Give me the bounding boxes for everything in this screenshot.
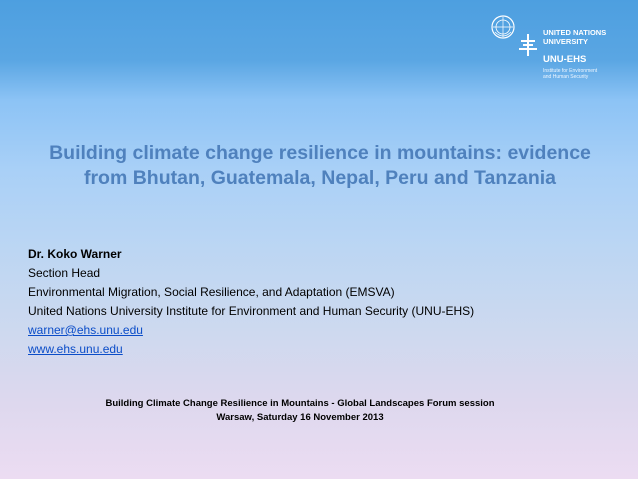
footer-session: Building Climate Change Resilience in Mountains - Global Landscapes Forum session — [105, 398, 495, 409]
author-section: Environmental Migration, Social Resilience, and Adaptation (EMSVA) — [28, 285, 395, 299]
logo-institute-short: UNU-EHS — [543, 54, 587, 65]
author-name: Dr. Koko Warner — [28, 247, 122, 261]
unu-ehs-logo — [490, 12, 630, 102]
author-role: Section Head — [28, 266, 101, 280]
author-institute: United Nations University Institute for Environment and Human Security (UNU-EHS) — [28, 304, 475, 318]
slide-title — [14, 141, 626, 191]
logo-institute-sub1: Institute for Environment — [543, 68, 598, 74]
title-line2: from Bhutan, Guatemala, Nepal, Peru and Tanzania — [83, 167, 557, 189]
author-block — [28, 245, 474, 359]
footer-location-date: Warsaw, Saturday 16 November 2013 — [216, 412, 384, 423]
logo-text-line1: UNITED NATIONS — [543, 28, 607, 37]
logo-text-line2: UNIVERSITY — [543, 37, 589, 46]
unu-mark-icon — [518, 32, 538, 58]
footer — [0, 397, 600, 425]
title-line1: Building climate change resilience in mountains: evidence — [49, 142, 591, 164]
logo-institute-sub2: and Human Security — [543, 74, 589, 80]
website-link[interactable]: www.ehs.unu.edu — [28, 342, 123, 356]
un-emblem-icon — [490, 14, 516, 40]
email-link[interactable]: warner@ehs.unu.edu — [28, 323, 143, 337]
